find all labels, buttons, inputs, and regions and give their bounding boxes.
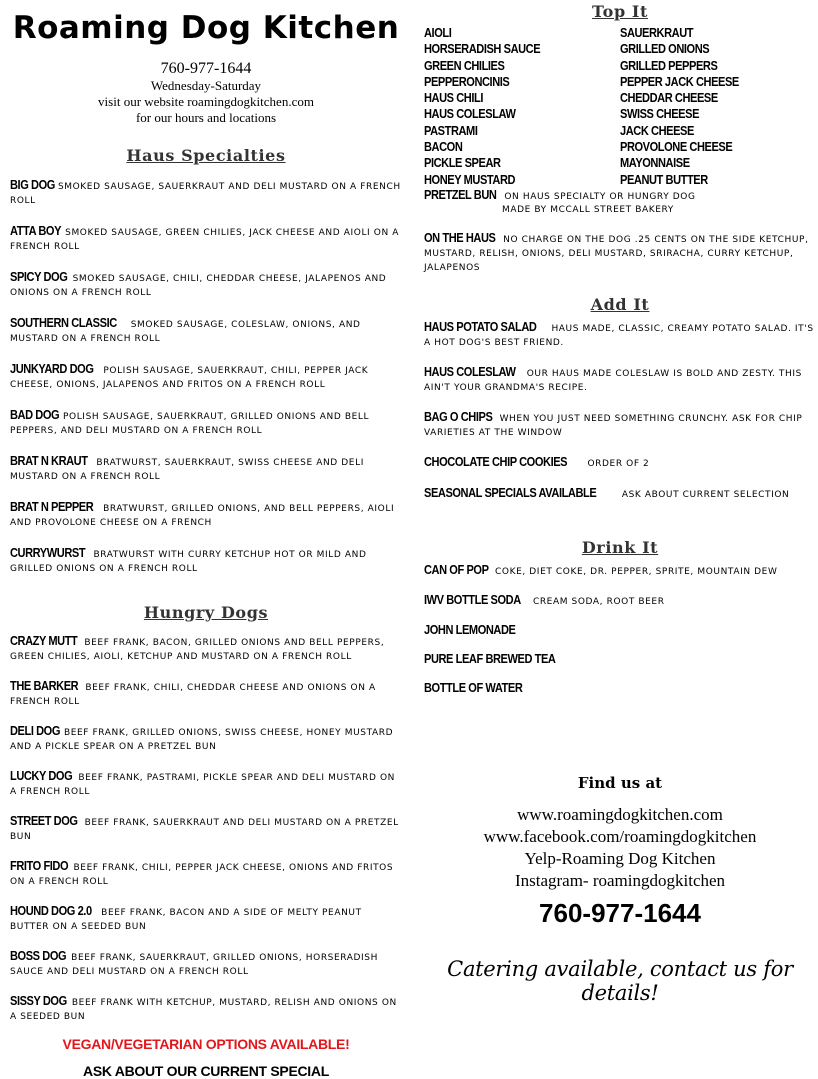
topping: JACK CHEESE bbox=[620, 122, 694, 138]
menu-item: BAG O CHIPS WHEN YOU JUST NEED SOMETHING CRUNCHY. ASK FOR CHIP VARIETIES AT THE WINDOW bbox=[424, 408, 803, 438]
menu-item: BRAT N KRAUT BRATWURST, SAUERKRAUT, SWISS CHEESE AND DELI MUSTARD ON A FRENCH ROLL bbox=[10, 453, 364, 482]
left-column bbox=[10, 0, 402, 1079]
right-column bbox=[424, 0, 816, 1005]
catering-note: Catering available, contact us for details! bbox=[447, 956, 793, 1005]
haus-specialties-list bbox=[10, 178, 402, 576]
topping: HAUS CHILI bbox=[424, 90, 483, 106]
topping: HORSERADISH SAUCE bbox=[424, 41, 541, 57]
hungry-dogs-title: Hungry Dogs bbox=[143, 603, 269, 622]
menu-item: BAD DOG POLISH SAUSAGE, SAUERKRAUT, GRILLED ONIONS AND BELL PEPPERS, AND DELI MUSTARD ON A FRENCH ROLL bbox=[10, 407, 370, 436]
menu-item: SEASONAL SPECIALS AVAILABLE ASK ABOUT CURRENT SELECTION bbox=[424, 484, 790, 500]
menu-item: CURRYWURST BRATWURST WITH CURRY KETCHUP HOT OR MILD AND GRILLED ONIONS ON A FRENCH ROLL bbox=[10, 545, 367, 574]
topping: GRILLED PEPPERS bbox=[620, 57, 718, 73]
topping: PEANUT BUTTER bbox=[620, 171, 708, 187]
top-it-title: Top It bbox=[592, 2, 648, 21]
topping: AIOLI bbox=[424, 25, 452, 40]
drink-it-title: Drink It bbox=[581, 537, 659, 557]
menu-item: SPICY DOG SMOKED SAUSAGE, CHILI, CHEDDAR CHEESE, JALAPENOS AND ONIONS ON A FRENCH ROLL bbox=[10, 269, 387, 298]
topping: MAYONNAISE bbox=[620, 155, 690, 171]
menu-item: PURE LEAF BREWED TEA bbox=[424, 650, 556, 666]
instagram-line: Instagram- roamingdogkitchen bbox=[514, 870, 726, 890]
topping: GREEN CHILIES bbox=[424, 57, 505, 73]
find-us-title: Find us at bbox=[577, 773, 663, 792]
menu-item: SOUTHERN CLASSIC SMOKED SAUSAGE, COLESLAW, ONIONS, AND MUSTARD ON A FRENCH ROLL bbox=[10, 315, 361, 344]
menu-item: HAUS POTATO SALAD HAUS MADE, CLASSIC, CREAMY POTATO SALAD. IT'S A HOT DOG'S BEST FRIEND. bbox=[424, 318, 814, 348]
topping: PICKLE SPEAR bbox=[424, 155, 501, 171]
topping: CHEDDAR CHEESE bbox=[620, 90, 718, 106]
menu-item: BOSS DOG BEEF FRANK, SAUERKRAUT, GRILLED ONIONS, HORSERADISH SAUCE AND DELI MUSTARD ON A FRENCH ROLL bbox=[10, 948, 378, 977]
menu-item: JUNKYARD DOG POLISH SAUSAGE, SAUERKRAUT, CHILI, PEPPER JACK CHEESE, ONIONS, JALAPENOS AND FRITOS ON A FRENCH ROLL bbox=[10, 361, 369, 390]
toppings-left-column bbox=[424, 25, 620, 188]
menu-item: HAUS COLESLAW OUR HAUS MADE COLESLAW IS BOLD AND ZESTY. THIS AIN'T YOUR GRANDMA'S RECIPE. bbox=[424, 363, 802, 393]
topping: SAUERKRAUT bbox=[620, 25, 694, 40]
topping: GRILLED ONIONS bbox=[620, 41, 710, 57]
haus-specialties-title: Haus Specialties bbox=[126, 146, 286, 165]
facebook-link[interactable]: www.facebook.com/roamingdogkitchen bbox=[483, 826, 757, 846]
menu-item: STREET DOG BEEF FRANK, SAUERKRAUT AND DELI MUSTARD ON A PRETZEL BUN bbox=[10, 813, 399, 842]
topping: PEPPER JACK CHEESE bbox=[620, 73, 739, 89]
yelp-line: Yelp-Roaming Dog Kitchen bbox=[524, 848, 716, 868]
toppings-grid bbox=[424, 25, 816, 188]
days-open: Wednesday-Saturday bbox=[150, 78, 262, 93]
topping: HONEY MUSTARD bbox=[424, 171, 516, 187]
on-the-haus-item: ON THE HAUS NO CHARGE ON THE DOG .25 CENTS ON THE SIDE KETCHUP, MUSTARD, RELISH, ONIONS, DELI MUSTARD, SRIRACHA, CURRY KETCHUP, JALAPENOS bbox=[424, 229, 809, 273]
topping: PEPPERONCINIS bbox=[424, 73, 510, 89]
menu-item: LUCKY DOG BEEF FRANK, PASTRAMI, PICKLE SPEAR AND DELI MUSTARD ON A FRENCH ROLL bbox=[10, 768, 395, 797]
menu-item: BRAT N PEPPER BRATWURST, GRILLED ONIONS, AND BELL PEPPERS, AIOLI AND PROVOLONE CHEESE ON A FRENCH bbox=[10, 499, 395, 528]
restaurant-name: Roaming Dog Kitchen bbox=[12, 10, 400, 46]
current-special-note: ASK ABOUT OUR CURRENT SPECIAL bbox=[83, 1063, 329, 1079]
drink-it-list bbox=[424, 563, 816, 696]
topping: PROVOLONE CHEESE bbox=[620, 139, 733, 155]
add-it-title: Add It bbox=[590, 294, 650, 314]
vegan-note: VEGAN/VEGETARIAN OPTIONS AVAILABLE! bbox=[62, 1036, 350, 1052]
menu-item: CRAZY MUTT BEEF FRANK, BACON, GRILLED ONIONS AND BELL PEPPERS, GREEN CHILIES, AIOLI, KETCHUP AND MUSTARD ON A FRENCH ROLL bbox=[10, 633, 385, 662]
hours-line: for our hours and locations bbox=[135, 110, 277, 125]
menu-item: DELI DOG BEEF FRANK, GRILLED ONIONS, SWISS CHEESE, HONEY MUSTARD AND A PICKLE SPEAR ON A PRETZEL BUN bbox=[10, 723, 394, 752]
topping: PASTRAMI bbox=[424, 122, 478, 138]
footer-phone: 760-977-1644 bbox=[539, 897, 701, 928]
menu-item: CHOCOLATE CHIP COOKIES ORDER OF 2 bbox=[424, 453, 650, 469]
website-link[interactable]: www.roamingdogkitchen.com bbox=[517, 804, 723, 824]
topping: HAUS COLESLAW bbox=[424, 106, 516, 122]
website-line: visit our website roamingdogkitchen.com bbox=[98, 94, 314, 109]
menu-item: IWV BOTTLE SODA CREAM SODA, ROOT BEER bbox=[424, 591, 665, 607]
menu-item: BOTTLE OF WATER bbox=[424, 679, 523, 695]
menu-item: CAN OF POP COKE, DIET COKE, DR. PEPPER, SPRITE, MOUNTAIN DEW bbox=[424, 561, 778, 577]
menu-item: SISSY DOG BEEF FRANK WITH KETCHUP, MUSTARD, RELISH AND ONIONS ON A SEEDED BUN bbox=[10, 993, 397, 1022]
find-us-links bbox=[424, 804, 816, 892]
toppings-right-column bbox=[620, 25, 816, 188]
hungry-dogs-list bbox=[10, 634, 402, 1024]
topping: BACON bbox=[424, 139, 463, 155]
menu-item: THE BARKER BEEF FRANK, CHILI, CHEDDAR CHEESE AND ONIONS ON A FRENCH ROLL bbox=[10, 678, 376, 707]
menu-item: JOHN LEMONADE bbox=[424, 621, 516, 637]
menu-item: FRITO FIDO BEEF FRANK, CHILI, PEPPER JACK CHEESE, ONIONS AND FRITOS ON A FRENCH ROLL bbox=[10, 858, 394, 887]
header-phone: 760-977-1644 bbox=[160, 60, 252, 77]
menu-item: ATTA BOY SMOKED SAUSAGE, GREEN CHILIES, JACK CHEESE AND AIOLI ON A FRENCH ROLL bbox=[10, 223, 400, 252]
add-it-list bbox=[424, 320, 816, 502]
topping: SWISS CHEESE bbox=[620, 106, 700, 122]
menu-item: BIG DOG SMOKED SAUSAGE, SAUERKRAUT AND DELI MUSTARD ON A FRENCH ROLL bbox=[10, 177, 401, 206]
pretzel-bun-item: PRETZEL BUN ON HAUS SPECIALTY OR HUNGRY DOG MADE BY MCCALL STREET BAKERY bbox=[424, 186, 696, 215]
menu-item: HOUND DOG 2.0 BEEF FRANK, BACON AND A SIDE OF MELTY PEANUT BUTTER ON A SEEDED BUN bbox=[10, 903, 362, 932]
